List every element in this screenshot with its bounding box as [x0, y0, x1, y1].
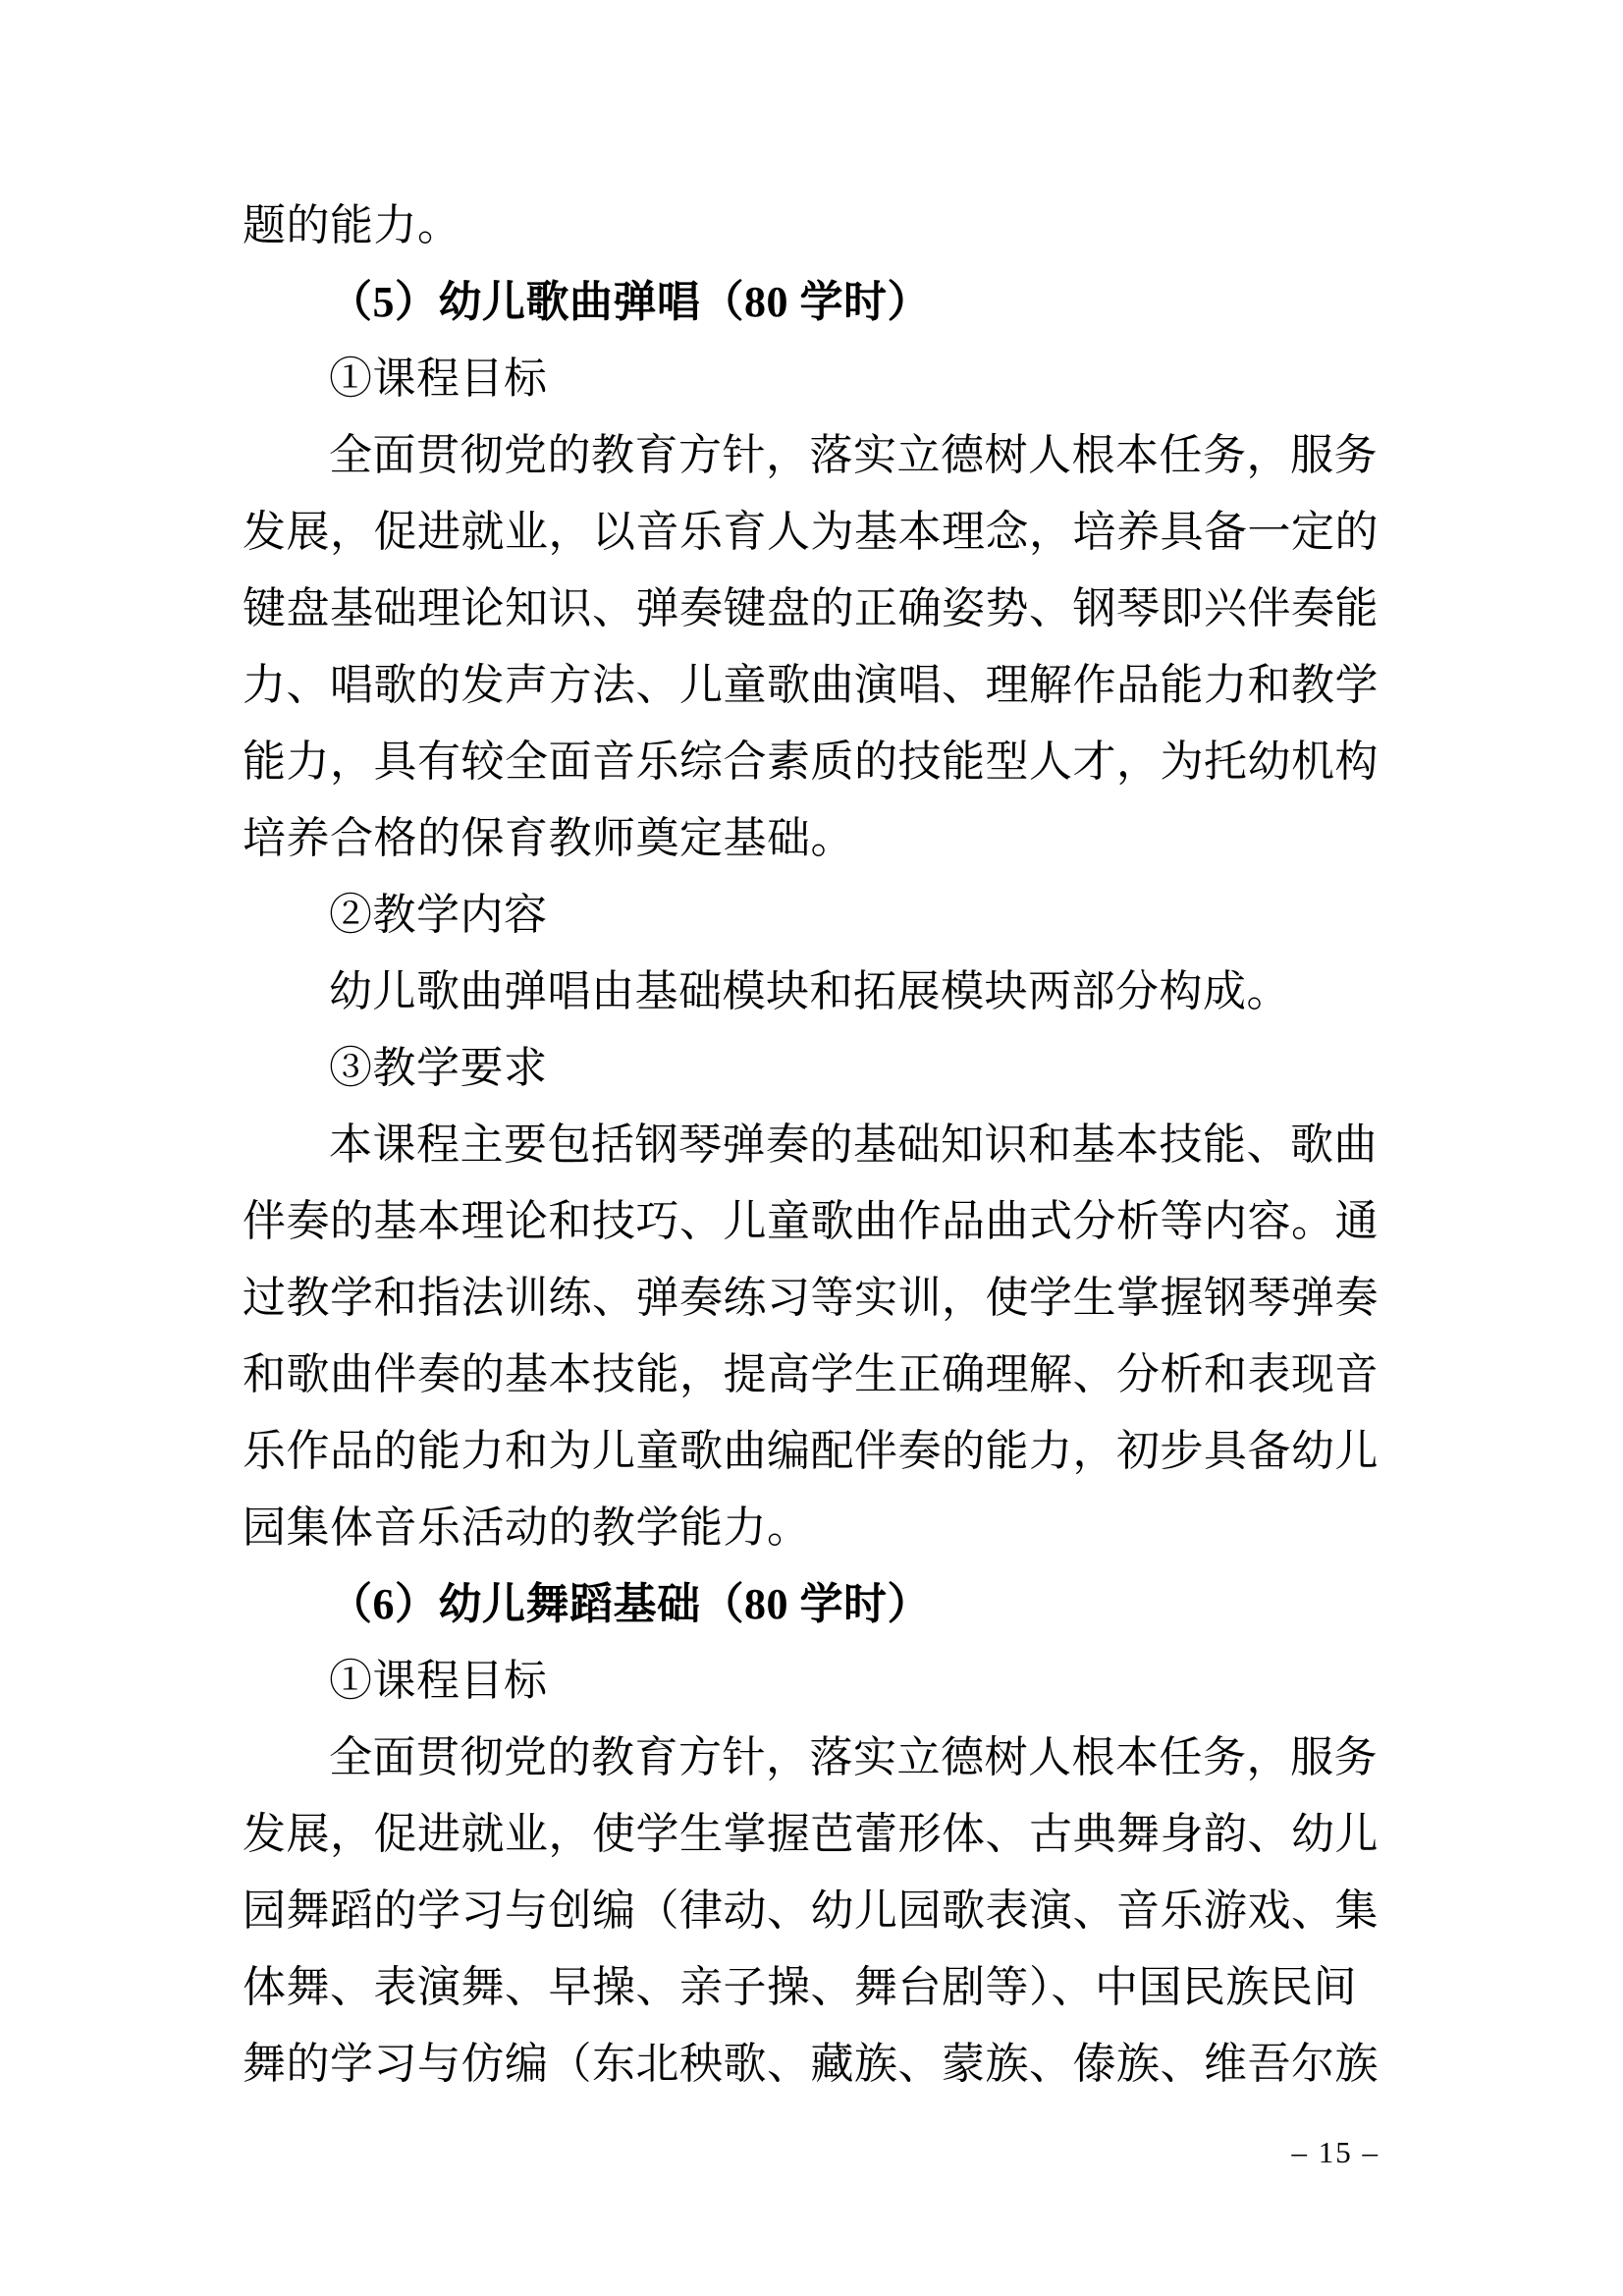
- text-line: 园集体音乐活动的教学能力。: [243, 1503, 811, 1552]
- text-line: 发展，促进就业，使学生掌握芭蕾形体、古典舞身韵、幼儿: [243, 1810, 1379, 1858]
- page-number: – 15 –: [1291, 2135, 1380, 2169]
- text-line: 体舞、表演舞、早操、亲子操、舞台剧等）、中国民族民间: [243, 1963, 1357, 2011]
- section-heading: （5）幼儿歌曲弹唱（80 学时）: [329, 278, 931, 326]
- text-line: 能力，具有较全面音乐综合素质的技能型人才，为托幼机构: [243, 738, 1379, 786]
- text-line: ①课程目标: [329, 355, 548, 403]
- text-line: 题的能力。: [243, 201, 461, 249]
- text-line: 本课程主要包括钢琴弹奏的基础知识和基本技能、歌曲: [329, 1121, 1378, 1169]
- section-heading: （6）幼儿舞蹈基础（80 学时）: [329, 1580, 931, 1628]
- text-line: 伴奏的基本理论和技巧、儿童歌曲作品曲式分析等内容。通: [243, 1197, 1379, 1245]
- text-line: 发展，促进就业，以音乐育人为基本理念，培养具备一定的: [243, 508, 1379, 556]
- document-body: [243, 188, 1381, 2103]
- text-line: 全面贯彻党的教育方针，落实立德树人根本任务，服务: [329, 431, 1378, 479]
- text-line: ①课程目标: [329, 1657, 548, 1705]
- text-line: ③教学要求: [329, 1044, 548, 1092]
- text-line: 园舞蹈的学习与创编（律动、幼儿园歌表演、音乐游戏、集: [243, 1886, 1379, 1935]
- text-line: 力、唱歌的发声方法、儿童歌曲演唱、理解作品能力和教学: [243, 661, 1379, 709]
- text-line: 和歌曲伴奏的基本技能，提高学生正确理解、分析和表现音: [243, 1350, 1379, 1398]
- text-line: 幼儿歌曲弹唱由基础模块和拓展模块两部分构成。: [329, 967, 1290, 1015]
- text-line: ②教学内容: [329, 891, 548, 939]
- text-line: 全面贯彻党的教育方针，落实立德树人根本任务，服务: [329, 1733, 1378, 1781]
- text-line: 过教学和指法训练、弹奏练习等实训，使学生掌握钢琴弹奏: [243, 1274, 1379, 1322]
- text-line: 舞的学习与仿编（东北秧歌、藏族、蒙族、傣族、维吾尔族: [243, 2040, 1379, 2088]
- text-line: 乐作品的能力和为儿童歌曲编配伴奏的能力，初步具备幼儿: [243, 1427, 1379, 1475]
- text-line: 培养合格的保育教师奠定基础。: [243, 814, 854, 862]
- text-line: 键盘基础理论知识、弹奏键盘的正确姿势、钢琴即兴伴奏能: [243, 584, 1379, 632]
